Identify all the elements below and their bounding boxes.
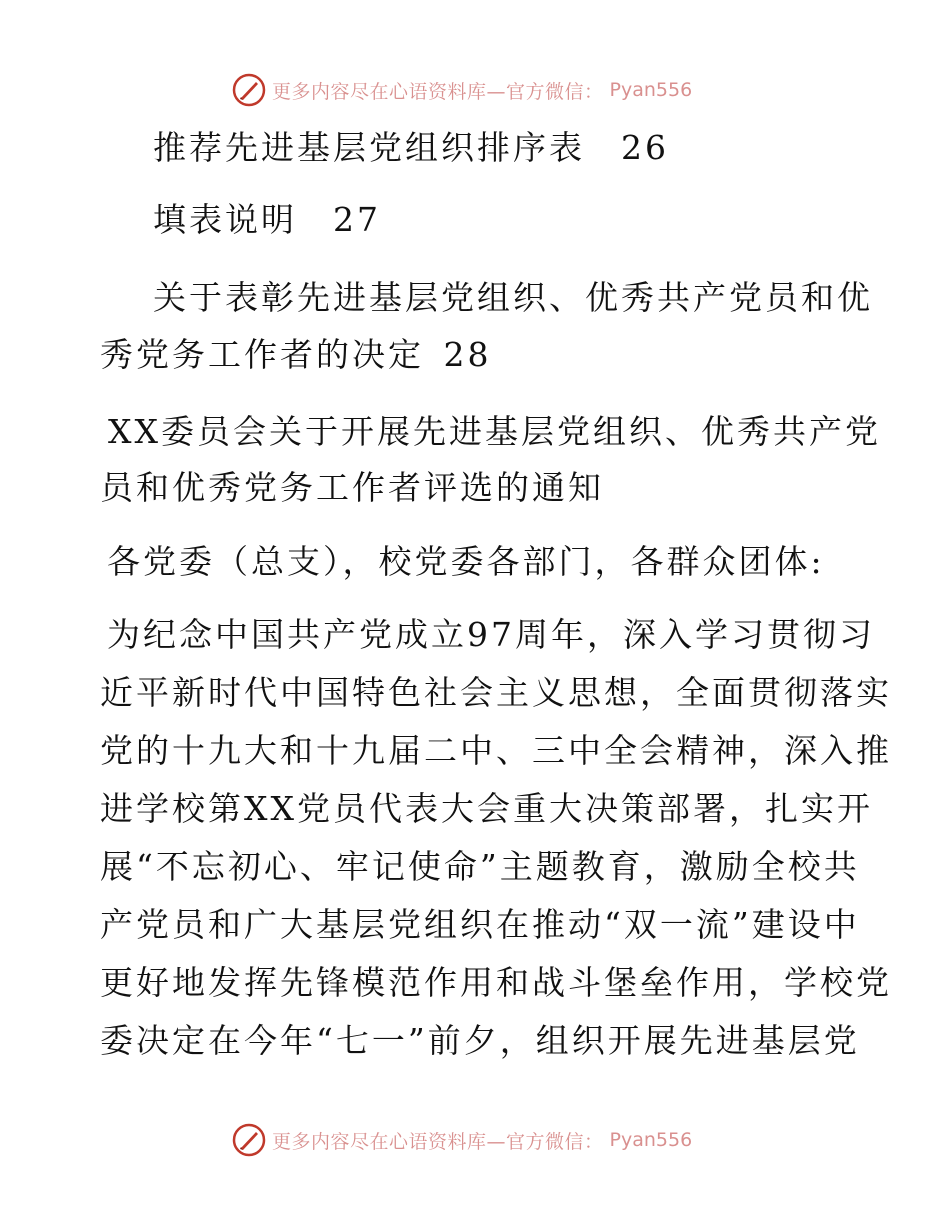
toc-entry: [153, 278, 913, 318]
watermark-wechat-id: Pyan556: [609, 79, 693, 101]
salutation: 各党委（总支），校党委各部门，各群众团体:: [107, 542, 825, 581]
watermark-footer: [232, 1122, 692, 1158]
quill-logo-icon: [232, 1123, 266, 1157]
watermark-text: 更多内容尽在心语资料库—官方微信：: [272, 80, 604, 103]
toc-entry-continued: [100, 335, 860, 375]
body-line: 进学校第XX党员代表大会重大决策部署，扎实开: [100, 789, 873, 828]
toc-title: 关于表彰先进基层党组织、优秀共产党员和优: [153, 278, 873, 317]
toc-title: 秀党务工作者的决定: [100, 335, 424, 374]
toc-entry: [153, 200, 913, 240]
body-line: 产党员和广大基层党组织在推动“双一流”建设中: [100, 905, 860, 944]
body-line: 更好地发挥先锋模范作用和战斗堡垒作用，学校党: [100, 963, 892, 1002]
watermark-text: 更多内容尽在心语资料库—官方微信：: [272, 1130, 604, 1153]
quill-logo-icon: [232, 73, 266, 107]
body-line: 展“不忘初心、牢记使命”主题教育，激励全校共: [100, 847, 860, 886]
watermark-header: [232, 72, 692, 108]
toc-page: 28: [443, 335, 492, 374]
notice-title: XX委员会关于开展先进基层党组织、优秀共产党: [108, 412, 881, 451]
toc-title: 推荐先进基层党组织排序表: [153, 128, 585, 167]
body-line: 党的十九大和十九届二中、三中全会精神，深入推: [100, 731, 892, 770]
watermark-wechat-id: Pyan556: [609, 1129, 693, 1151]
toc-page: 26: [621, 128, 669, 167]
body-line: 为纪念中国共产党成立97周年，深入学习贯彻习: [107, 615, 875, 654]
toc-title: 填表说明: [153, 200, 297, 239]
toc-page: 27: [333, 200, 381, 239]
body-line: 近平新时代中国特色社会主义思想，全面贯彻落实: [100, 673, 892, 712]
toc-entry: [153, 128, 913, 168]
body-line: 委决定在今年“七一”前夕，组织开展先进基层党: [100, 1021, 860, 1060]
notice-title-continued: 员和优秀党务工作者评选的通知: [100, 468, 604, 507]
